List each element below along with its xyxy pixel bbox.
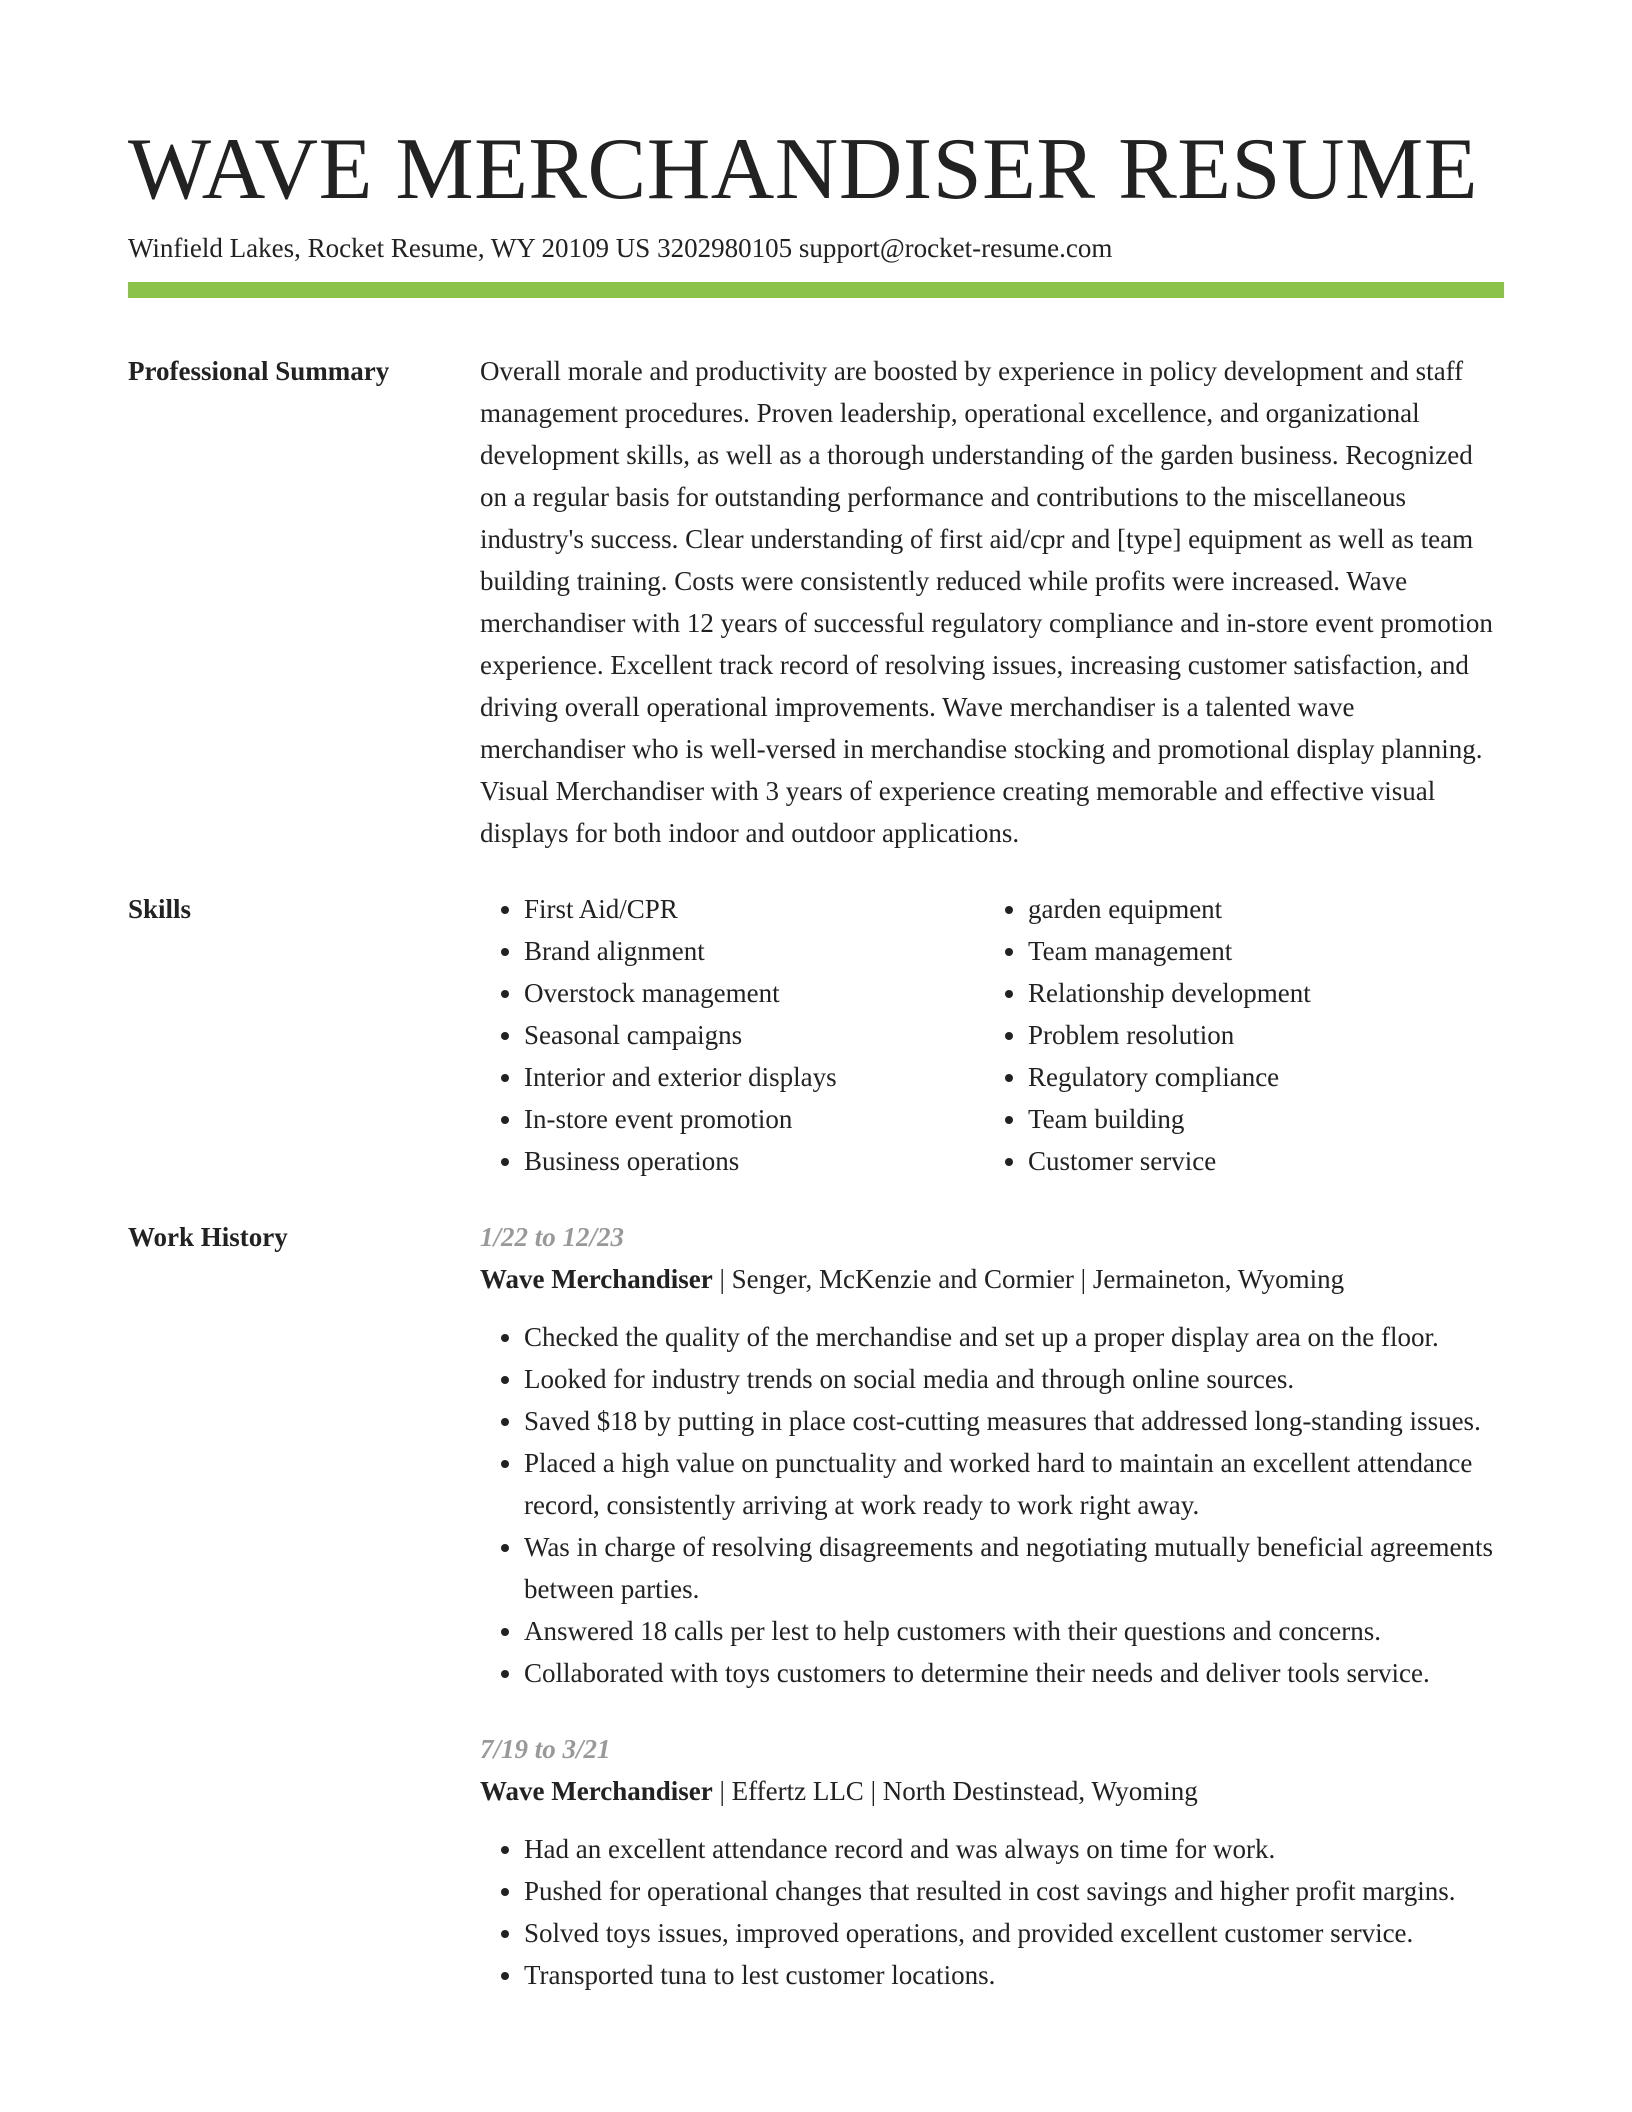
job-duty: • Pushed for operational changes that resulted in cost savings and higher profit margins. bbox=[524, 1870, 1504, 1912]
skill-item: • Customer service bbox=[1028, 1140, 1488, 1182]
skill-item: • Team management bbox=[1028, 930, 1488, 972]
job-entry bbox=[480, 1216, 1504, 1694]
skill-item: • Business operations bbox=[524, 1140, 984, 1182]
skill-item: • Seasonal campaigns bbox=[524, 1014, 984, 1056]
skill-item: • garden equipment bbox=[1028, 888, 1488, 930]
job-duty: • Answered 18 calls per lest to help customers with their questions and concerns. bbox=[524, 1610, 1504, 1652]
skill-item: • Team building bbox=[1028, 1098, 1488, 1140]
page-title: WAVE MERCHANDISER RESUME bbox=[128, 121, 1479, 218]
summary-label: Professional Summary bbox=[128, 356, 390, 386]
skill-item: • Regulatory compliance bbox=[1028, 1056, 1488, 1098]
skill-item: • Brand alignment bbox=[524, 930, 984, 972]
work-history-section bbox=[128, 1216, 1504, 1996]
job-duty: • Checked the quality of the merchandise and set up a proper display area on the floor. bbox=[524, 1316, 1504, 1358]
summary-text: Overall morale and productivity are boosted by experience in policy development and staff management procedures. Proven leadership, operational excellence, and organizational development skills, as well as a thorough understanding of the garden business. Recognized on a regular basis for outstanding performance and contributions to the miscellaneous industry's success. Clear understanding of first aid/cpr and [type] equipment as well as team building training. Costs were consistently reduced while profits were increased. Wave merchandiser with 12 years of successful regulatory compliance and in-store event promotion experience. Excellent track record of resolving issues, increasing customer satisfaction, and driving overall operational improvements. Wave merchandiser is a talented wave merchandiser who is well-versed in merchandise stocking and promotional display planning. Visual Merchandiser with 3 years of experience creating memorable and effective visual displays for both indoor and outdoor applications. bbox=[480, 356, 1493, 848]
job-duty: • Placed a high value on punctuality and worked hard to maintain an excellent attendance record, consistently arriving at work ready to work right away. bbox=[524, 1442, 1504, 1526]
job-dates: 7/19 to 3/21 bbox=[480, 1734, 611, 1764]
job-title-line bbox=[480, 1258, 1504, 1300]
job-duty: • Looked for industry trends on social media and through online sources. bbox=[524, 1358, 1504, 1400]
job-duties bbox=[480, 1828, 1504, 1996]
skills-list-left bbox=[480, 888, 984, 1182]
skills-section bbox=[128, 888, 1504, 1182]
job-duty: • Saved $18 by putting in place cost-cutting measures that addressed long-standing issues. bbox=[524, 1400, 1504, 1442]
summary-section bbox=[128, 350, 1504, 854]
header-divider bbox=[128, 282, 1504, 298]
job-position: Wave Merchandiser bbox=[480, 1264, 713, 1294]
job-entry bbox=[480, 1728, 1504, 1996]
job-position: Wave Merchandiser bbox=[480, 1776, 713, 1806]
job-dates: 1/22 to 12/23 bbox=[480, 1222, 625, 1252]
contact-info: Winfield Lakes, Rocket Resume, WY 20109 US 3202980105 support@rocket-resume.com bbox=[128, 233, 1113, 263]
skill-item: • Overstock management bbox=[524, 972, 984, 1014]
skill-item: • Problem resolution bbox=[1028, 1014, 1488, 1056]
skills-list-right bbox=[984, 888, 1488, 1182]
skills-label: Skills bbox=[128, 894, 192, 924]
skill-item: • Relationship development bbox=[1028, 972, 1488, 1014]
job-details: | Senger, McKenzie and Cormier | Jermaineton, Wyoming bbox=[712, 1264, 1345, 1294]
work-history-label: Work History bbox=[128, 1222, 288, 1252]
job-duty: • Transported tuna to lest customer locations. bbox=[524, 1954, 1504, 1996]
job-duty: • Was in charge of resolving disagreements and negotiating mutually beneficial agreements between parties. bbox=[524, 1526, 1504, 1610]
job-duty: • Had an excellent attendance record and was always on time for work. bbox=[524, 1828, 1504, 1870]
job-duties bbox=[480, 1316, 1504, 1694]
job-duty: • Collaborated with toys customers to determine their needs and deliver tools service. bbox=[524, 1652, 1504, 1694]
resume-page bbox=[128, 120, 1504, 1996]
skill-item: • First Aid/CPR bbox=[524, 888, 984, 930]
skill-item: • In-store event promotion bbox=[524, 1098, 984, 1140]
job-duty: • Solved toys issues, improved operations, and provided excellent customer service. bbox=[524, 1912, 1504, 1954]
job-title-line bbox=[480, 1770, 1504, 1812]
skill-item: • Interior and exterior displays bbox=[524, 1056, 984, 1098]
job-details: | Effertz LLC | North Destinstead, Wyoming bbox=[712, 1776, 1198, 1806]
